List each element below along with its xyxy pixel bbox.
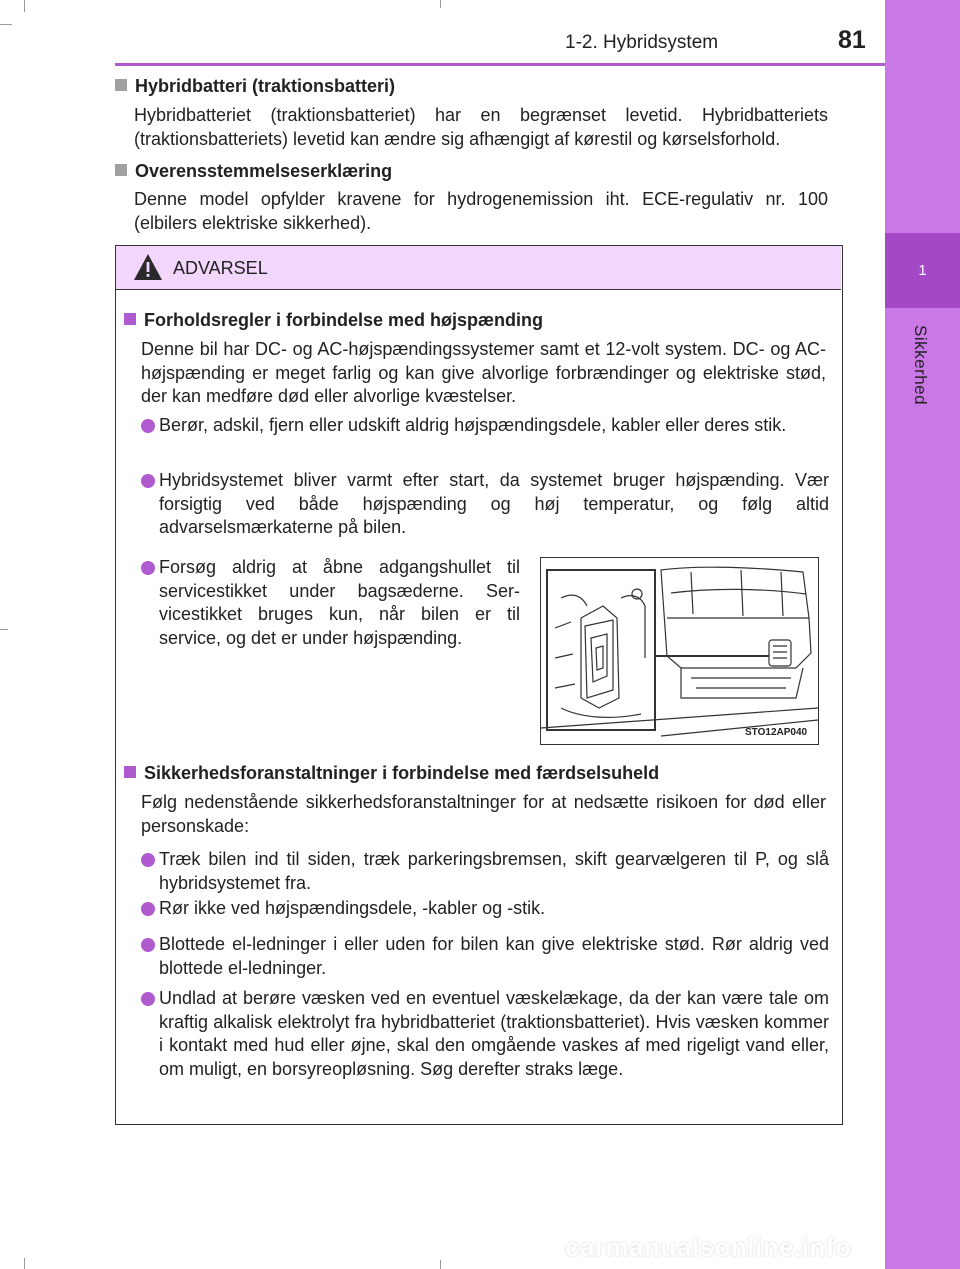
section-text: Hybridbatteriet (traktionsbatteriet) har en begrænset levetid. Hybridbatteriets (traktionsbatteriets) levetid kan ændre sig afhængigt af kørestil og kørselsforhold. [134, 105, 828, 149]
crop-mark [24, 0, 25, 12]
chapter-side-tab [885, 0, 960, 1269]
warning-bullet: Forsøg aldrig at åbne adgangshullet til servicestikket under bagsæderne. Ser-vicestikket bruges kun, når bilen er til service, og det er under højspænding. [159, 557, 520, 648]
square-bullet-icon [124, 766, 136, 778]
square-bullet-icon [115, 164, 127, 176]
crop-mark [440, 0, 441, 8]
crop-mark [0, 24, 12, 25]
round-bullet-icon [141, 992, 155, 1006]
warning-bullet: Blottede el-ledninger i eller uden for bilen kan give elektriske stød. Rør aldrig ved blottede el-ledninger. [159, 934, 829, 978]
square-bullet-icon [115, 79, 127, 91]
figure-code: STO12AP040 [745, 727, 808, 738]
round-bullet-icon [141, 853, 155, 867]
section-heading [115, 161, 392, 182]
warning-triangle-icon [133, 253, 163, 281]
warning-title: ADVARSEL [173, 258, 268, 278]
header-rule [115, 63, 885, 66]
warning-bullet: Træk bilen ind til siden, træk parkeringsbremsen, skift gearvælgeren til P, og slå hybridsystemet fra. [159, 849, 829, 893]
crop-mark [24, 1258, 25, 1269]
warning-subheading [124, 310, 543, 331]
page-number: 81 [838, 26, 866, 54]
heading-text: Forholdsregler i forbindelse med højspænding [144, 310, 544, 330]
warning-intro: Denne bil har DC- og AC-højspændingssystemer samt et 12-volt system. DC- og AC-højspænding er meget farlig og kan give alvorlige forbrændinger og elektriske stød, der kan medføre død eller alvorlige kvæstelser. [141, 339, 826, 406]
heading-text: Sikkerhedsforanstaltninger i forbindelse med færdselsuheld [144, 763, 660, 783]
heading-text: Overensstemmelseserklæring [135, 161, 393, 181]
square-bullet-icon [124, 313, 136, 325]
rear-seat-illustration [541, 558, 818, 744]
warning-bullet: Hybridsystemet bliver varmt efter start, da systemet bruger højspænding. Vær forsigtig ved både højspænding og høj temperatur, og følg altid advarselsmærkaterne på bilen. [159, 470, 829, 537]
heading-text: Hybridbatteri (traktionsbatteri) [135, 76, 396, 96]
service-plug-illustration [540, 557, 819, 745]
warning-intro: Følg nedenstående sikkerhedsforanstaltninger for at nedsætte risikoen for død eller personskade: [141, 792, 826, 836]
chapter-label: Sikkerhed [911, 325, 930, 406]
section-heading [115, 76, 395, 97]
round-bullet-icon [141, 902, 155, 916]
round-bullet-icon [141, 419, 155, 433]
section-title: 1-2. Hybridsystem [565, 32, 719, 53]
warning-bullet: Undlad at berøre væsken ved en eventuel væskelækage, da der kan være tale om kraftig alkalisk elektrolyt fra hybridbatteriet (traktionsbatteriet). Hvis væsken kommer i kontakt med hud eller øjne, skal den omgående vaskes af med rigeligt vand eller, om muligt, en borsyreopløsning. Søg derefter straks læge. [159, 988, 829, 1079]
crop-mark [440, 1260, 441, 1269]
round-bullet-icon [141, 474, 155, 488]
chapter-number: 1 [918, 262, 927, 279]
warning-bullet: Berør, adskil, fjern eller udskift aldrig højspændingsdele, kabler eller deres stik. [159, 415, 787, 435]
warning-bullet: Rør ikke ved højspændingsdele, -kabler og -stik. [159, 898, 546, 918]
section-text: Denne model opfylder kravene for hydrogenemission iht. ECE-regulativ nr. 100 (elbilers elektriske sikkerhed). [134, 189, 828, 233]
round-bullet-icon [141, 561, 155, 575]
warning-subheading [124, 763, 659, 784]
round-bullet-icon [141, 938, 155, 952]
crop-mark [0, 629, 8, 630]
watermark: carmanualsonline.info [565, 1232, 852, 1262]
